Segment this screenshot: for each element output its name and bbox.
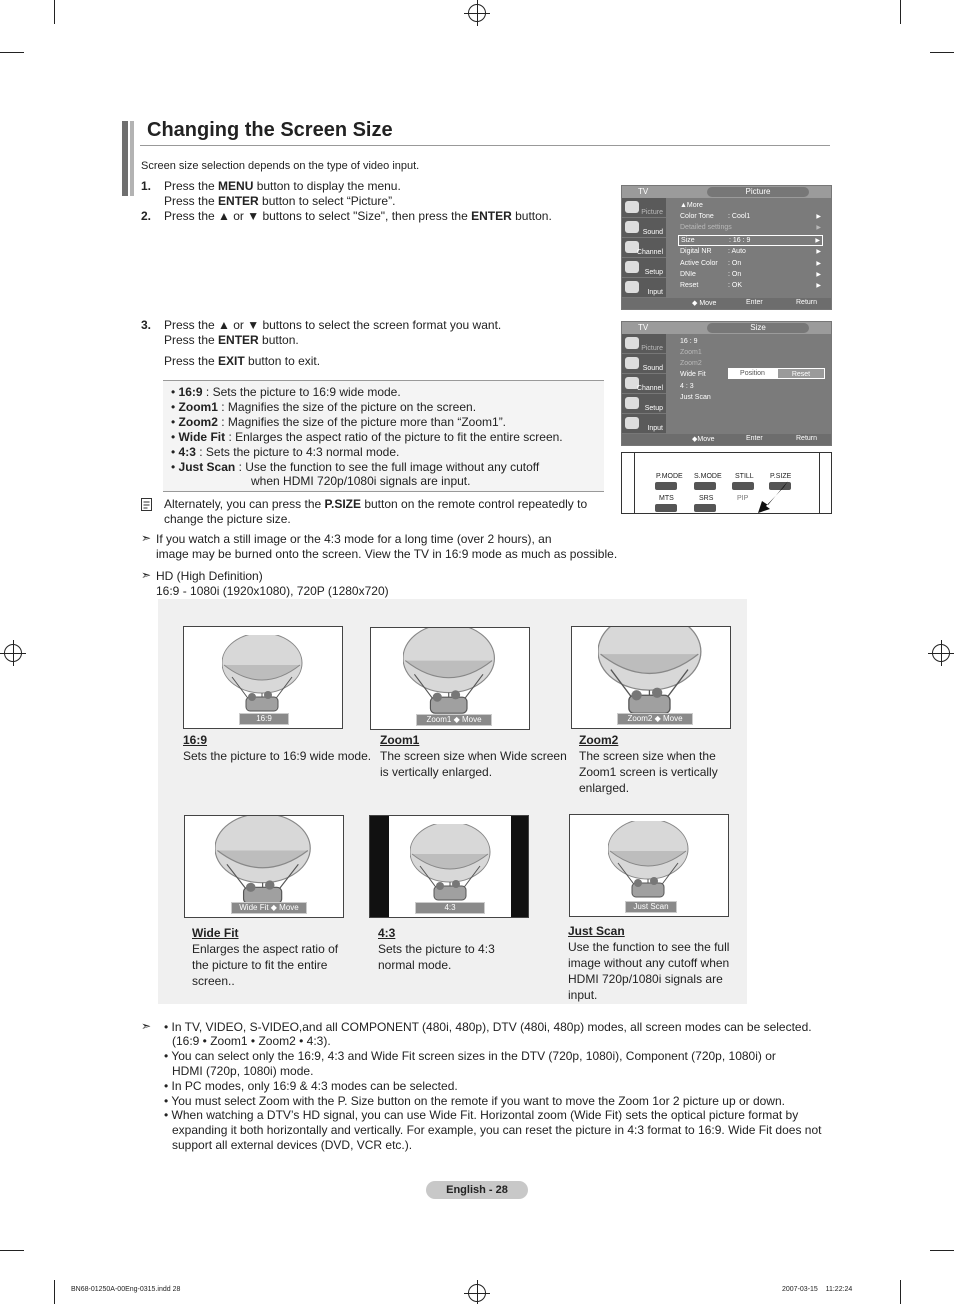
osd-label: Zoom2 ◆ Move <box>617 713 693 725</box>
menu-row: Active Color : On ▶ <box>680 260 821 267</box>
option-zoom1: • Zoom1 : Magnifies the size of the picture on the screen. <box>171 400 477 414</box>
menu-foot-return: Return <box>796 435 818 442</box>
menu-row: DNIe : On ▶ <box>680 271 821 278</box>
crop-mark <box>54 1280 55 1304</box>
mode-thumb-just-scan <box>569 814 729 917</box>
step-number: 2. <box>141 209 152 223</box>
step-1-line-1: Press the MENU button to display the menu. <box>164 179 401 193</box>
note-line: expanding it both horizontally and vertically. For example, you can reset the picture in 4:3 format to 16:9. Wide Fit does not <box>172 1123 822 1137</box>
picture-icon <box>625 201 639 213</box>
osd-label: Wide Fit ◆ Move <box>231 902 307 914</box>
page-number: English - 28 <box>426 1181 528 1199</box>
side-item-input: Input <box>622 414 666 434</box>
mts-key <box>655 504 677 512</box>
step-number: 3. <box>141 318 152 332</box>
option-zoom2: • Zoom2 : Magnifies the size of the picture more than “Zoom1”. <box>171 415 507 429</box>
crop-mark <box>900 0 901 24</box>
registration-mark-icon <box>468 1284 486 1302</box>
menu-row: Color Tone : Cool1 ▶ <box>680 213 821 220</box>
hd-line-1: HD (High Definition) <box>156 569 263 583</box>
step-3-line-1: Press the ▲ or ▼ buttons to select the screen format you want. <box>164 318 502 332</box>
remote-label: P.MODE <box>656 473 683 480</box>
mode-caption-just-scan: Just Scan Use the function to see the full image without any cutoff when HDMI 720p/1080i signals are input. <box>568 924 730 1002</box>
arrow-icon: ➣ <box>141 1019 152 1033</box>
note-line: HDMI (720p, 1080i) mode. <box>172 1064 314 1078</box>
osd-label: 4:3 <box>415 902 485 914</box>
alt-note-line-2: change the picture size. <box>164 512 291 526</box>
srs-key <box>694 504 716 512</box>
note-line: • You must select Zoom with the P. Size button on the remote if you want to move the Zoom 1or 2 picture up or down. <box>164 1094 785 1108</box>
note-line: • In PC modes, only 16:9 & 4:3 modes can be selected. <box>164 1079 458 1093</box>
step-number: 1. <box>141 179 152 193</box>
picture-icon <box>625 337 639 349</box>
remote-label: S.MODE <box>694 473 722 480</box>
setup-icon <box>625 397 639 409</box>
step-1-line-2: Press the ENTER button to select “Picture”. <box>164 194 396 208</box>
side-item-sound: Sound <box>622 354 666 374</box>
picture-menu-screenshot <box>621 185 832 310</box>
side-item-channel: Channel <box>622 374 666 394</box>
still-key <box>732 482 754 490</box>
side-item-input: Input <box>622 278 666 298</box>
mode-caption-4-3: 4:3 Sets the picture to 4:3 normal mode. <box>378 926 495 972</box>
menu-row: Digital NR : Auto ▶ <box>680 248 821 255</box>
remote-label: MTS <box>659 495 674 502</box>
note-line: (16:9 • Zoom1 • Zoom2 • 4:3). <box>172 1034 331 1048</box>
mode-caption-zoom2: Zoom2 The screen size when the Zoom1 screen is vertically enlarged. <box>579 733 718 795</box>
remote-label: STILL <box>735 473 754 480</box>
position-button: Position <box>728 368 777 379</box>
option-16-9: • 16:9 : Sets the picture to 16:9 wide mode. <box>171 385 401 399</box>
balloon-image <box>410 824 494 904</box>
balloon-image <box>608 821 692 901</box>
warning-line-1: If you watch a still image or the 4:3 mode for a long time (over 2 hours), an <box>156 532 552 546</box>
size-item: Just Scan <box>680 394 711 401</box>
menu-tv-label: TV <box>638 187 649 196</box>
pointing-hand-icon <box>754 479 790 519</box>
mode-thumb-zoom2 <box>571 626 731 729</box>
osd-label: 16:9 <box>239 713 289 725</box>
side-item-picture: Picture <box>622 334 666 354</box>
balloon-image <box>598 626 706 723</box>
p-mode-key <box>655 482 677 490</box>
screen-size-options <box>163 380 604 492</box>
menu-tv-label: TV <box>638 323 649 332</box>
menu-header: Picture <box>707 187 809 197</box>
registration-mark-icon <box>932 644 950 662</box>
menu-row: ▲More <box>680 202 703 209</box>
option-just-scan-cont: when HDMI 720p/1080i signals are input. <box>251 474 471 488</box>
page-title: Changing the Screen Size <box>147 119 393 141</box>
s-mode-key <box>694 482 716 490</box>
side-item-channel: Channel <box>622 238 666 258</box>
size-item: 16 : 9 <box>680 338 698 345</box>
menu-foot-enter: Enter <box>746 299 763 306</box>
file-slug: BN68-01250A-00Eng-0315.indd 28 <box>71 1286 181 1293</box>
side-item-picture: Picture <box>622 198 666 218</box>
remote-control-illustration <box>621 452 832 514</box>
sound-icon <box>625 221 639 233</box>
note-line: • When watching a DTV’s HD signal, you can use Wide Fit. Horizontal zoom (Wide Fit) sets the optical picture format by <box>164 1108 799 1122</box>
hd-line-2: 16:9 - 1080i (1920x1080), 720P (1280x720) <box>156 584 389 598</box>
title-accent-bar <box>130 121 134 196</box>
crop-mark <box>900 1280 901 1304</box>
size-menu-screenshot <box>621 321 832 446</box>
osd-label: Just Scan <box>625 901 677 913</box>
date-slug: 2007-03-15 11:22:24 <box>782 1286 853 1293</box>
mode-caption-16-9: 16:9 Sets the picture to 16:9 wide mode. <box>183 733 372 763</box>
size-item: Wide Fit <box>680 371 706 378</box>
note-line: • In TV, VIDEO, S-VIDEO,and all COMPONENT (480i, 480p), DTV (480i, 480p) modes, all screen modes can be selected. <box>164 1020 812 1034</box>
option-just-scan: • Just Scan : Use the function to see the full image without any cutoff <box>171 460 540 474</box>
registration-mark-icon <box>4 644 22 662</box>
menu-row: Reset : OK ▶ <box>680 282 821 289</box>
step-3-line-2: Press the ENTER button. <box>164 333 299 347</box>
note-line: support all external devices (DVD, VCR etc.). <box>172 1138 413 1152</box>
balloon-image <box>215 816 315 908</box>
step-2-text: Press the ▲ or ▼ buttons to select "Size", then press the ENTER button. <box>164 209 552 223</box>
option-4-3: • 4:3 : Sets the picture to 4:3 normal mode. <box>171 445 400 459</box>
size-item: Zoom2 <box>680 360 702 367</box>
input-icon <box>625 417 639 429</box>
mode-thumb-wide-fit <box>184 815 344 918</box>
mode-caption-zoom1: Zoom1 The screen size when Wide screen is vertically enlarged. <box>380 733 567 779</box>
side-item-sound: Sound <box>622 218 666 238</box>
sound-icon <box>625 357 639 369</box>
registration-mark-icon <box>468 4 486 22</box>
side-item-setup: Setup <box>622 258 666 278</box>
menu-row-selected: Size : 16 : 9 ▶ <box>678 235 823 246</box>
mode-thumb-zoom1 <box>370 627 530 730</box>
menu-row: Detailed settings ▶ <box>680 224 821 231</box>
arrow-icon: ➣ <box>141 531 152 545</box>
title-divider <box>140 145 830 146</box>
alt-note-line-1: Alternately, you can press the P.SIZE button on the remote control repeatedly to <box>164 497 588 511</box>
osd-label: Zoom1 ◆ Move <box>416 714 492 726</box>
note-line: • You can select only the 16:9, 4:3 and Wide Fit screen sizes in the DTV (720p, 1080i), Component (720p, 1080i) or <box>164 1049 776 1063</box>
warning-line-2: image may be burned onto the screen. View the TV in 16:9 mode as much as possible. <box>156 547 618 561</box>
remote-label: SRS <box>699 495 714 502</box>
mode-caption-wide-fit: Wide Fit Enlarges the aspect ratio of the picture to fit the entire screen.. <box>192 926 339 988</box>
balloon-image <box>222 635 306 715</box>
balloon-image <box>403 627 499 720</box>
menu-foot-return: Return <box>796 299 818 306</box>
size-item: Zoom1 <box>680 349 702 356</box>
setup-icon <box>625 261 639 273</box>
crop-mark <box>930 1250 954 1251</box>
step-3-line-3: Press the EXIT button to exit. <box>164 354 321 368</box>
crop-mark <box>0 52 24 53</box>
crop-mark <box>54 0 55 24</box>
mode-thumb-4-3 <box>369 815 529 918</box>
menu-foot-move: ◆Move <box>692 436 715 443</box>
input-icon <box>625 281 639 293</box>
option-wide-fit: • Wide Fit : Enlarges the aspect ratio of the picture to fit the entire screen. <box>171 430 563 444</box>
menu-header: Size <box>707 323 809 333</box>
note-icon <box>141 498 152 511</box>
crop-mark <box>0 1250 24 1251</box>
title-accent-bar <box>122 121 128 196</box>
remote-label: PIP <box>737 495 749 502</box>
menu-foot-move: ◆ Move <box>692 300 717 307</box>
menu-foot-enter: Enter <box>746 435 763 442</box>
mode-thumb-16-9 <box>183 626 343 729</box>
arrow-icon: ➣ <box>141 568 152 582</box>
remote-label: P.SIZE <box>770 473 792 480</box>
crop-mark <box>930 52 954 53</box>
side-item-setup: Setup <box>622 394 666 414</box>
size-item: 4 : 3 <box>680 383 694 390</box>
reset-button: Reset <box>777 368 825 379</box>
intro-text: Screen size selection depends on the type of video input. <box>141 160 420 172</box>
